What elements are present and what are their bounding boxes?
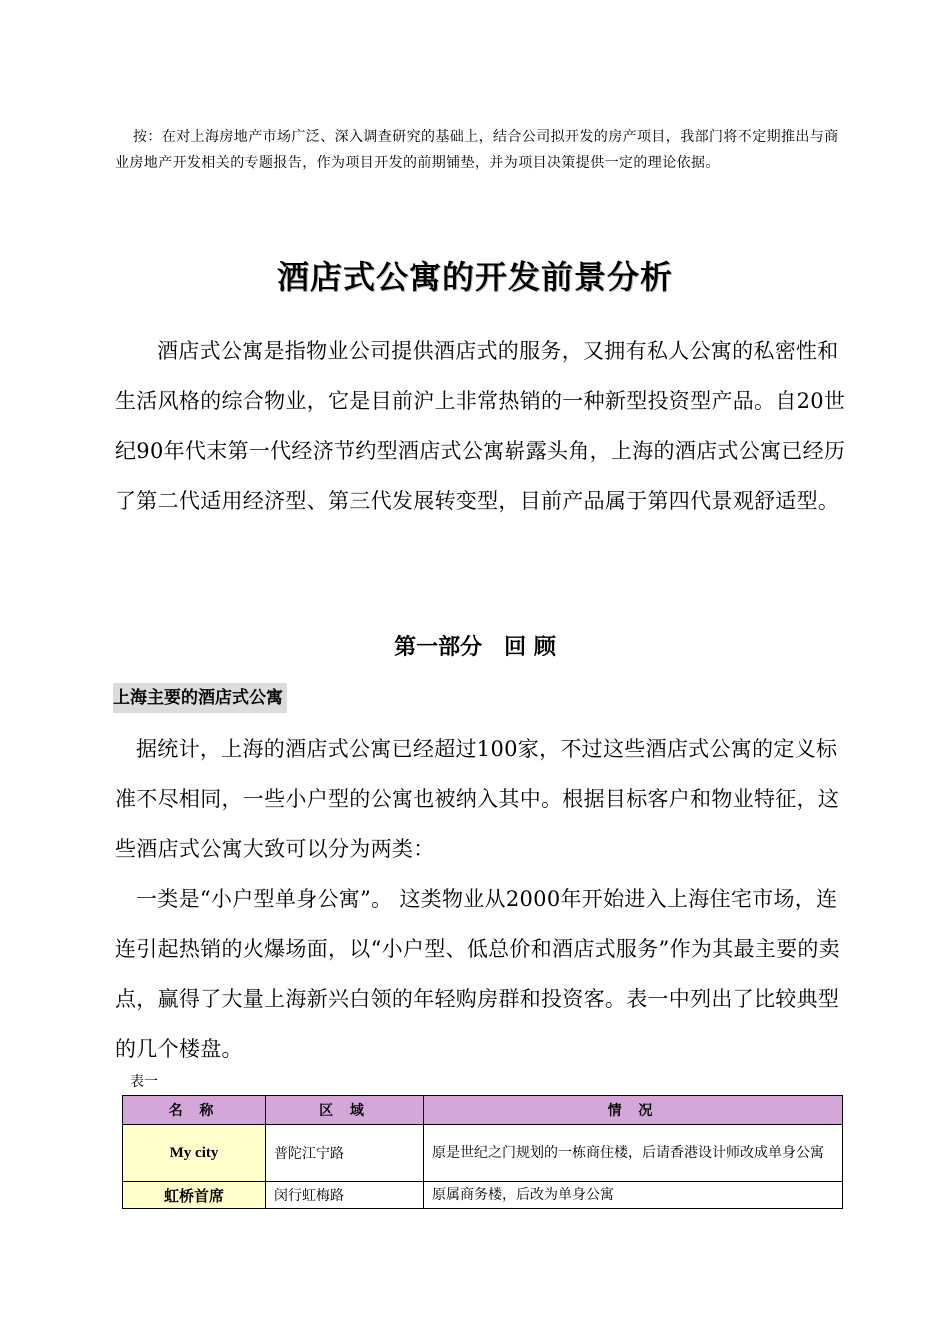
body-paragraph: 据统计，上海的酒店式公寓已经超过100家，不过这些酒店式公寓的定义标准不尽相同，一些小户型的公寓也被纳入其中。根据目标客户和物业特征，这些酒店式公寓大致可以分为两类： [115,737,840,861]
cell-name: My city [123,1125,266,1182]
cell-area: 闵行虹梅路 [266,1182,424,1209]
table-row [123,1125,843,1182]
header-desc: 情 况 [424,1096,843,1125]
table-caption: 表一 [130,1074,158,1090]
table-row [123,1182,843,1209]
document-title: 酒店式公寓的开发前景分析 [276,258,673,296]
cell-desc: 原属商务楼，后改为单身公寓 [424,1182,843,1209]
cell-name: 虹桥首席 [123,1182,266,1209]
preface-note: 按：在对上海房地产市场广泛、深入调查研究的基础上，结合公司拟开发的房产项目，我部门将不定期推出与商业房地产开发相关的专题报告，作为项目开发的前期铺垫，并为项目决策提供一定的理论依据。 [115,129,839,171]
apartment-table [122,1095,843,1209]
cell-area: 普陀江宁路 [266,1125,424,1182]
part-one-title: 第一部分 回 顾 [394,635,556,660]
header-area: 区 域 [266,1096,424,1125]
table-header-row [123,1096,843,1125]
cell-desc: 原是世纪之门规划的一栋商住楼，后请香港设计师改成单身公寓 [424,1125,843,1182]
body-paragraph: 一类是“小户型单身公寓”。 这类物业从2000年开始进入上海住宅市场，连连引起热销的火爆场面，以“小户型、低总价和酒店式服务”作为其最主要的卖点，赢得了大量上海新兴白领的年轻购房群和投资客。表一中列出了比较典型的几个楼盘。 [115,887,840,1061]
intro-paragraph: 酒店式公寓是指物业公司提供酒店式的服务，又拥有私人公寓的私密性和生活风格的综合物业，它是目前沪上非常热销的一种新型投资型产品。自20世纪90年代末第一代经济节约型酒店式公寓崭露头角，上海的酒店式公寓已经历了第二代适用经济型、第三代发展转变型，目前产品属于第四代景观舒适型。 [115,339,846,513]
section-heading: 上海主要的酒店式公寓 [113,683,287,713]
header-name: 名 称 [123,1096,266,1125]
